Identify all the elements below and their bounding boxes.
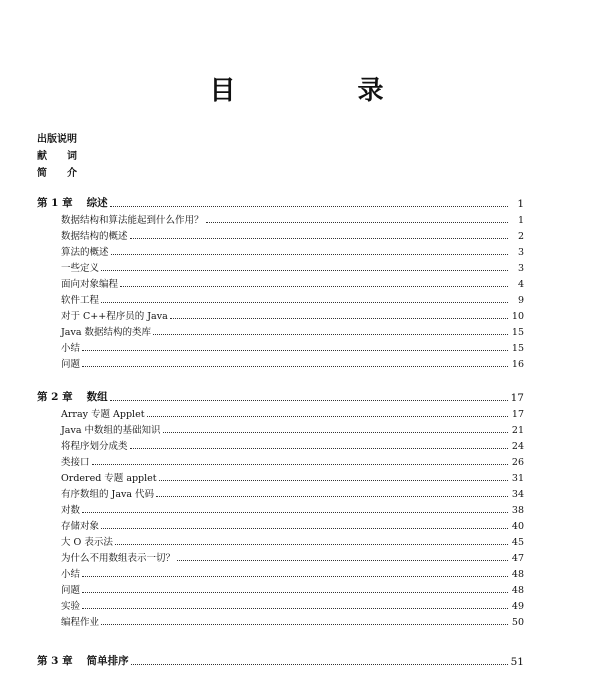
entry-label: 将程序划分成类	[61, 441, 128, 452]
toc-entry[interactable]	[61, 533, 524, 548]
toc-entry[interactable]	[61, 485, 524, 500]
page-number: 21	[511, 425, 524, 436]
dot-leader	[153, 334, 508, 335]
toc-entry[interactable]	[61, 339, 524, 354]
entry-label: Array 专题 Applet	[61, 409, 145, 420]
dot-leader	[110, 400, 508, 401]
page-number: 50	[511, 617, 524, 628]
page-number: 3	[517, 247, 524, 258]
dot-leader	[111, 254, 508, 255]
toc-chapter-1[interactable]	[37, 194, 524, 210]
toc-entry[interactable]	[61, 211, 524, 226]
toc-entry[interactable]	[61, 259, 524, 274]
dot-leader	[147, 416, 508, 417]
dot-leader	[110, 206, 508, 207]
dot-leader	[177, 560, 508, 561]
dot-leader	[130, 238, 508, 239]
entry-label: 面向对象编程	[61, 279, 119, 290]
entry-label: Java 中数组的基础知识	[61, 425, 161, 436]
dot-leader	[82, 576, 508, 577]
entry-label: 问题	[61, 359, 81, 370]
page-number: 48	[511, 585, 524, 596]
page-number: 40	[511, 521, 524, 532]
dot-leader	[115, 544, 508, 545]
toc-entry[interactable]	[61, 565, 524, 580]
chapter-number: 第 1 章	[37, 197, 73, 209]
entry-label: Ordered 专题 applet	[61, 473, 157, 484]
dot-leader	[206, 222, 508, 223]
entry-label: 问题	[61, 585, 81, 596]
entry-label: 对于 C++程序员的 Java	[61, 311, 168, 322]
chapter-number: 第 3 章	[37, 655, 73, 667]
toc-entry[interactable]	[61, 469, 524, 484]
chapter-title: 数组	[86, 391, 108, 403]
front-matter-dedication[interactable]: 献 词	[37, 151, 77, 162]
page-number: 34	[511, 489, 524, 500]
toc-entry[interactable]	[61, 421, 524, 436]
entry-label: 存储对象	[61, 521, 100, 532]
dot-leader	[130, 448, 508, 449]
entry-label: 类接口	[61, 457, 90, 468]
dot-leader	[159, 480, 508, 481]
entry-label: 为什么不用数组表示一切？	[61, 553, 176, 564]
page-number: 31	[511, 473, 524, 484]
dot-leader	[101, 528, 508, 529]
entry-label: 编程作业	[61, 617, 100, 628]
entry-label: 对数	[61, 505, 81, 516]
chapter-number: 第 2 章	[37, 391, 73, 403]
dot-leader	[82, 512, 508, 513]
toc-entry[interactable]	[61, 291, 524, 306]
entry-label: 有序数组的 Java 代码	[61, 489, 155, 500]
dot-leader	[170, 318, 508, 319]
toc-entry[interactable]	[61, 517, 524, 532]
dot-leader	[163, 432, 508, 433]
page-number: 38	[511, 505, 524, 516]
chapter-title: 综述	[86, 197, 108, 209]
toc-entry[interactable]	[61, 501, 524, 516]
page-number: 24	[511, 441, 524, 452]
dot-leader	[82, 350, 508, 351]
page-title: 目 录	[209, 76, 432, 106]
dot-leader	[101, 624, 508, 625]
toc-entry[interactable]	[61, 405, 524, 420]
page-number: 1	[517, 198, 524, 210]
page-number: 45	[511, 537, 524, 548]
dot-leader	[92, 464, 508, 465]
dot-leader	[120, 286, 508, 287]
entry-label: 大 O 表示法	[61, 537, 113, 548]
entry-label: 数据结构的概述	[61, 231, 128, 242]
page-number: 4	[517, 279, 524, 290]
dot-leader	[156, 496, 508, 497]
entry-label: 小结	[61, 343, 81, 354]
page-number: 15	[511, 327, 524, 338]
page-number: 49	[511, 601, 524, 612]
entry-label: 小结	[61, 569, 81, 580]
page-number: 15	[511, 343, 524, 354]
toc-entry[interactable]	[61, 437, 524, 452]
entry-label: 数据结构和算法能起到什么作用？	[61, 215, 204, 226]
dot-leader	[82, 592, 508, 593]
page-number: 51	[510, 656, 524, 668]
toc-entry[interactable]	[61, 323, 524, 338]
toc-entry[interactable]	[61, 355, 524, 370]
page-number: 47	[511, 553, 524, 564]
toc-entry[interactable]	[61, 581, 524, 596]
page-number: 2	[517, 231, 524, 242]
toc-entry[interactable]	[61, 227, 524, 242]
dot-leader	[82, 608, 508, 609]
page-number: 17	[511, 409, 524, 420]
entry-label: 算法的概述	[61, 247, 109, 258]
dot-leader	[131, 664, 508, 665]
page-number: 1	[517, 215, 524, 226]
entry-label: 软件工程	[61, 295, 100, 306]
front-matter-publisher-note[interactable]: 出版说明	[37, 134, 77, 145]
toc-entry[interactable]	[61, 275, 524, 290]
toc-chapter-3[interactable]	[37, 652, 524, 668]
page-number: 9	[517, 295, 524, 306]
page-number: 16	[511, 359, 524, 370]
page-number: 10	[511, 311, 524, 322]
entry-label: 一些定义	[61, 263, 100, 274]
toc-entry[interactable]	[61, 549, 524, 564]
dot-leader	[82, 366, 508, 367]
front-matter-introduction[interactable]: 简 介	[37, 168, 77, 179]
toc-entry[interactable]	[61, 453, 524, 468]
dot-leader	[101, 270, 508, 271]
page-number: 3	[517, 263, 524, 274]
dot-leader	[101, 302, 508, 303]
toc-entry[interactable]	[61, 307, 524, 322]
entry-label: Java 数据结构的类库	[61, 327, 152, 338]
toc-chapter-2[interactable]	[37, 388, 524, 404]
toc-entry[interactable]	[61, 243, 524, 258]
entry-label: 实验	[61, 601, 81, 612]
chapter-title: 简单排序	[86, 655, 129, 667]
toc-entry[interactable]	[61, 613, 524, 628]
page-number: 26	[511, 457, 524, 468]
toc-entry[interactable]	[61, 597, 524, 612]
page-number: 48	[511, 569, 524, 580]
page-number: 17	[510, 392, 524, 404]
